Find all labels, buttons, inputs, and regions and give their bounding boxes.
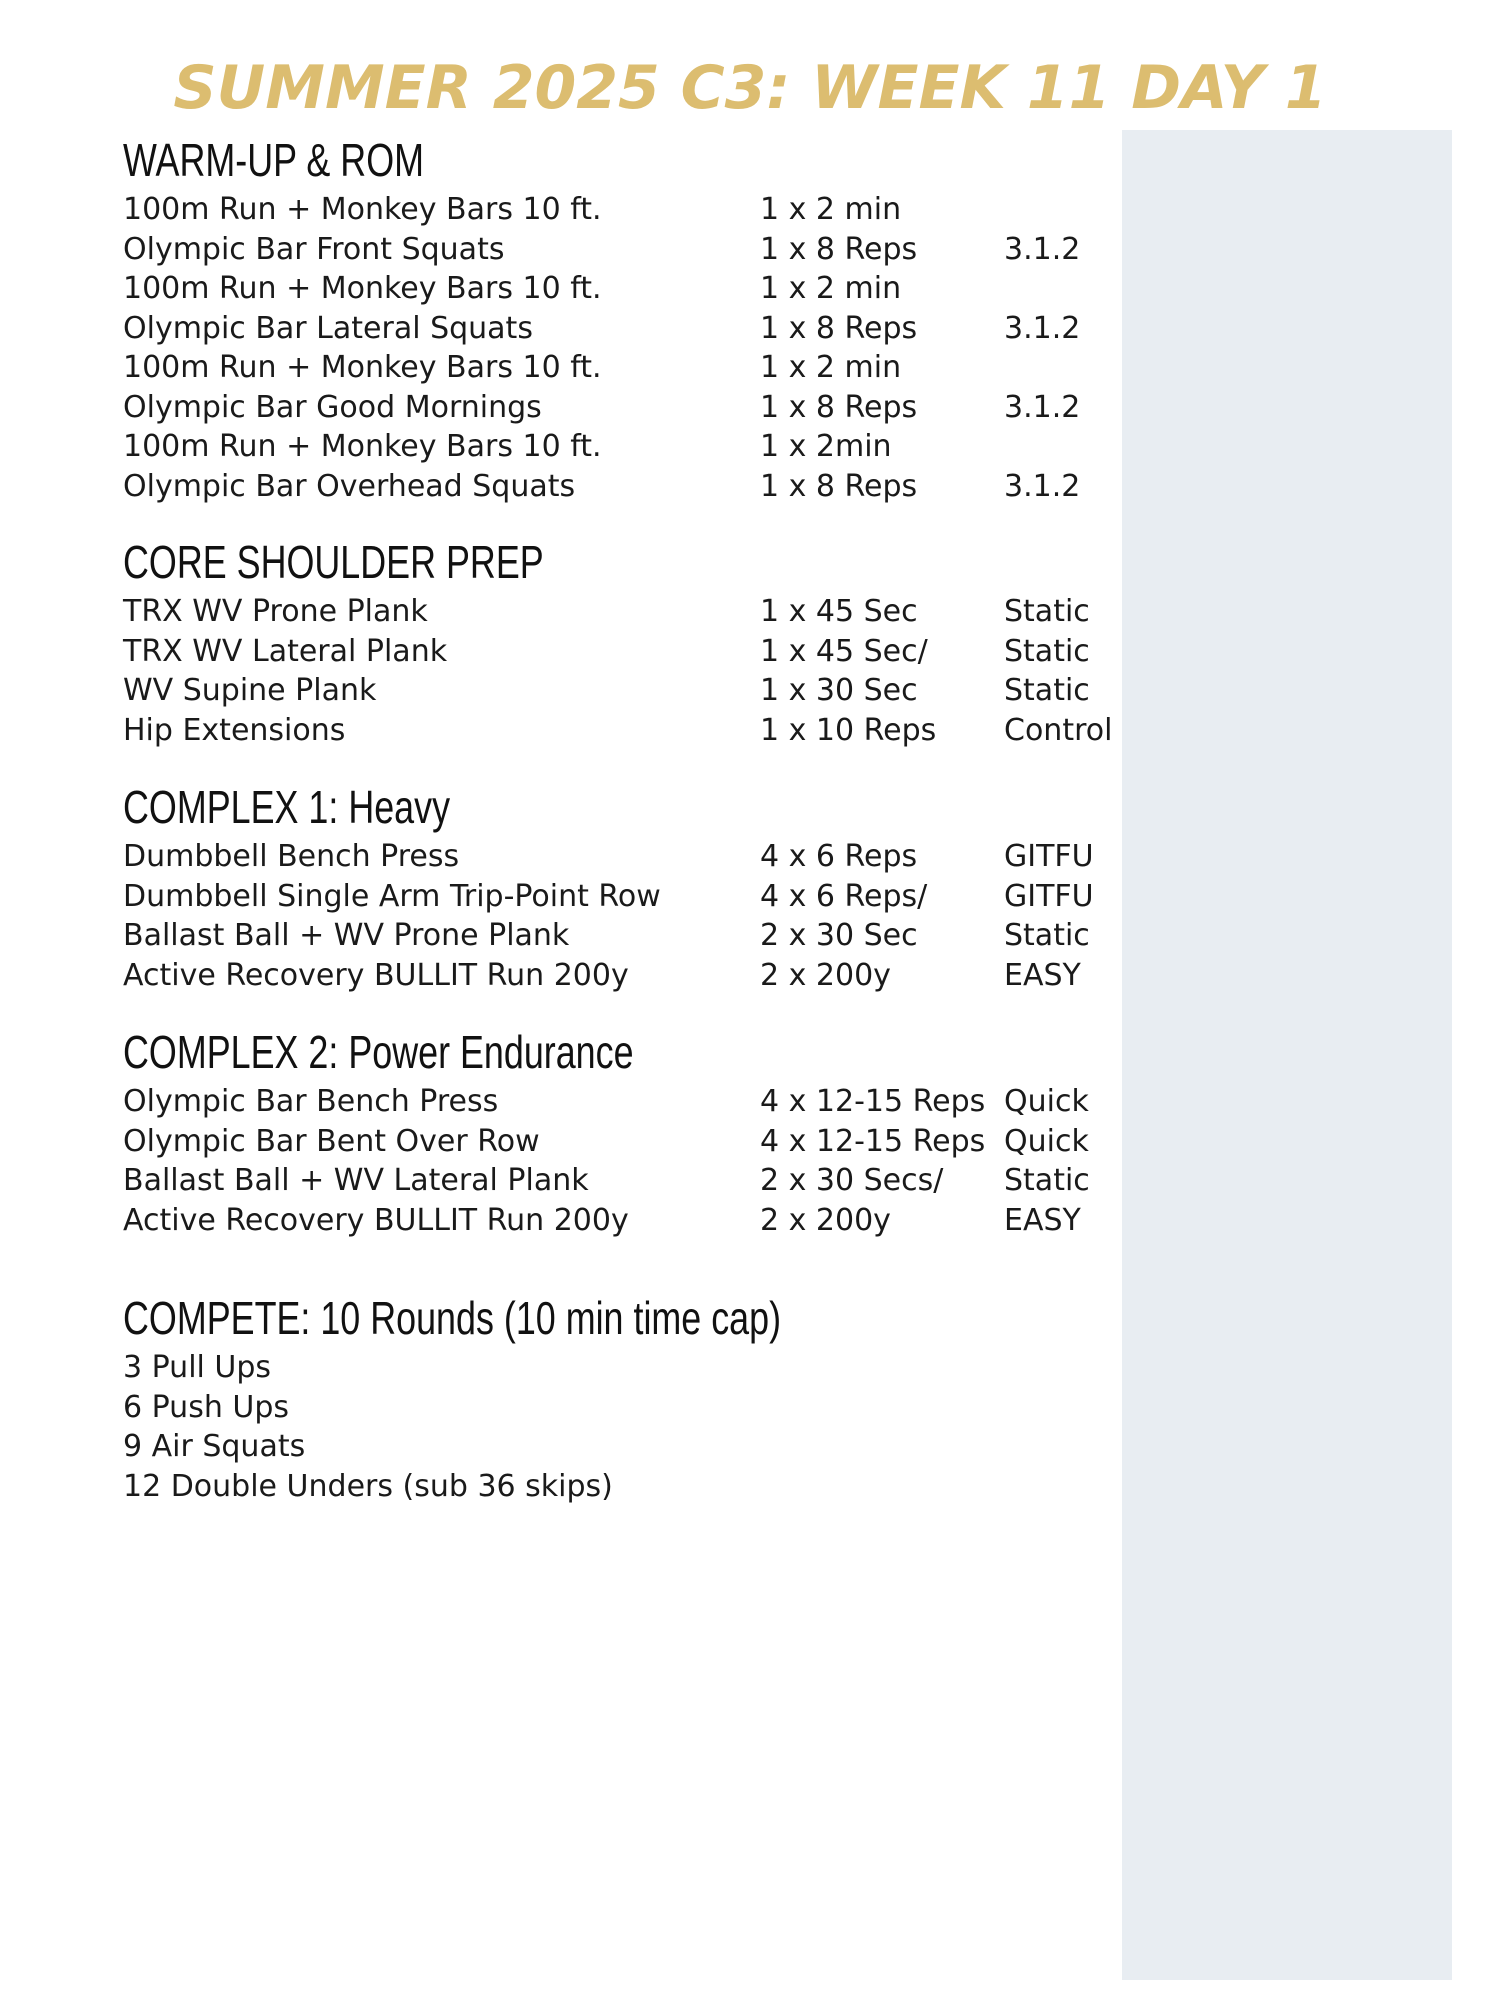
section-heading-core: CORE SHOULDER PREP [123, 536, 544, 588]
exercise-note: 3.1.2 [1004, 231, 1081, 267]
section-complex-2 [123, 1022, 1123, 1240]
exercise-row [123, 1201, 1123, 1241]
side-panel [1122, 130, 1452, 1980]
section-heading-complex-1: COMPLEX 1: Heavy [123, 781, 451, 833]
exercise-sets: 2 x 30 Sec [760, 918, 918, 953]
exercise-name: Olympic Bar Good Mornings [123, 389, 542, 425]
exercise-row [123, 388, 1123, 428]
exercise-sets: 1 x 30 Sec [760, 673, 918, 708]
exercise-name: Olympic Bar Bench Press [123, 1084, 499, 1119]
section-heading-complex-2: COMPLEX 2: Power Endurance [123, 1026, 634, 1078]
exercise-sets: 1 x 8 Reps [760, 310, 918, 346]
exercise-sets: 1 x 2 min [760, 192, 902, 227]
exercise-list [123, 190, 1123, 506]
exercise-note: Control [1004, 712, 1113, 748]
exercise-note: Static [1004, 918, 1090, 953]
exercise-note: Static [1004, 633, 1090, 669]
exercise-name: 100m Run + Monkey Bars 10 ft. [123, 429, 602, 464]
exercise-name: Olympic Bar Overhead Squats [123, 468, 576, 504]
exercise-name: WV Supine Plank [123, 673, 377, 708]
exercise-row [123, 837, 1123, 877]
exercise-row [123, 1122, 1123, 1162]
exercise-name: Dumbbell Single Arm Trip-Point Row [123, 878, 661, 914]
exercise-row [123, 592, 1123, 632]
exercise-sets: 1 x 2min [760, 429, 892, 464]
exercise-row [123, 269, 1123, 309]
exercise-row [123, 467, 1123, 507]
exercise-row [123, 711, 1123, 751]
section-heading-warmup: WARM-UP & ROM [123, 134, 424, 186]
exercise-list [123, 592, 1123, 750]
exercise-sets: 4 x 6 Reps [760, 839, 918, 874]
compete-item: 3 Pull Ups [123, 1350, 272, 1385]
exercise-note: 3.1.2 [1004, 389, 1081, 425]
exercise-name: Dumbbell Bench Press [123, 839, 460, 874]
exercise-sets: 4 x 12-15 Reps [760, 1084, 986, 1119]
exercise-note: 3.1.2 [1004, 468, 1081, 504]
exercise-row [123, 190, 1123, 230]
exercise-name: Olympic Bar Bent Over Row [123, 1123, 540, 1159]
exercise-sets: 2 x 200y [760, 957, 891, 993]
exercise-note: 3.1.2 [1004, 310, 1081, 346]
page-title: SUMMER 2025 C3: WEEK 11 DAY 1 [173, 53, 1327, 123]
exercise-note: EASY [1004, 957, 1081, 993]
exercise-note: GITFU [1004, 878, 1094, 914]
exercise-sets: 1 x 8 Reps [760, 468, 918, 504]
exercise-name: Hip Extensions [123, 712, 346, 748]
section-heading-compete: COMPETE: 10 Rounds (10 min time cap) [123, 1292, 782, 1344]
exercise-name: Active Recovery BULLIT Run 200y [123, 957, 629, 993]
exercise-sets: 4 x 12-15 Reps [760, 1123, 986, 1159]
exercise-sets: 1 x 10 Reps [760, 712, 937, 748]
exercise-row [123, 916, 1123, 956]
exercise-sets: 1 x 2 min [760, 350, 902, 385]
exercise-row [123, 230, 1123, 270]
exercise-note: Quick [1004, 1084, 1089, 1119]
exercise-list [123, 1082, 1123, 1240]
exercise-sets: 1 x 8 Reps [760, 389, 918, 425]
exercise-row [123, 427, 1123, 467]
exercise-note: Static [1004, 1163, 1090, 1198]
exercise-row [123, 671, 1123, 711]
exercise-list [123, 837, 1123, 995]
exercise-name: 100m Run + Monkey Bars 10 ft. [123, 271, 602, 306]
section-compete [123, 1288, 1123, 1506]
exercise-name: Ballast Ball + WV Prone Plank [123, 918, 570, 953]
exercise-sets: 1 x 8 Reps [760, 231, 918, 267]
exercise-name: Olympic Bar Lateral Squats [123, 310, 533, 346]
exercise-row [123, 1082, 1123, 1122]
exercise-row [123, 956, 1123, 996]
exercise-name: 100m Run + Monkey Bars 10 ft. [123, 192, 602, 227]
exercise-note: GITFU [1004, 839, 1094, 874]
exercise-row [123, 1161, 1123, 1201]
compete-item: 12 Double Unders (sub 36 skips) [123, 1468, 613, 1504]
exercise-sets: 1 x 45 Sec/ [760, 633, 928, 669]
exercise-sets: 2 x 200y [760, 1202, 891, 1238]
compete-list [123, 1348, 1123, 1506]
exercise-note: Quick [1004, 1123, 1089, 1159]
exercise-note: Static [1004, 673, 1090, 708]
exercise-name: Active Recovery BULLIT Run 200y [123, 1202, 629, 1238]
compete-item: 9 Air Squats [123, 1429, 306, 1464]
exercise-sets: 1 x 45 Sec [760, 594, 918, 629]
exercise-name: Ballast Ball + WV Lateral Plank [123, 1163, 589, 1198]
exercise-name: Olympic Bar Front Squats [123, 231, 505, 267]
exercise-row [123, 877, 1123, 917]
exercise-sets: 1 x 2 min [760, 271, 902, 306]
exercise-name: TRX WV Lateral Plank [123, 633, 448, 669]
exercise-row [123, 348, 1123, 388]
exercise-name: 100m Run + Monkey Bars 10 ft. [123, 350, 602, 385]
exercise-sets: 2 x 30 Secs/ [760, 1163, 944, 1198]
exercise-sets: 4 x 6 Reps/ [760, 878, 928, 914]
exercise-row [123, 632, 1123, 672]
section-core-shoulder-prep [123, 532, 1123, 750]
compete-item: 6 Push Ups [123, 1389, 290, 1425]
exercise-name: TRX WV Prone Plank [123, 594, 428, 629]
section-complex-1 [123, 777, 1123, 995]
exercise-note: EASY [1004, 1202, 1081, 1238]
exercise-note: Static [1004, 594, 1090, 629]
exercise-row [123, 309, 1123, 349]
section-warmup [123, 130, 1123, 506]
